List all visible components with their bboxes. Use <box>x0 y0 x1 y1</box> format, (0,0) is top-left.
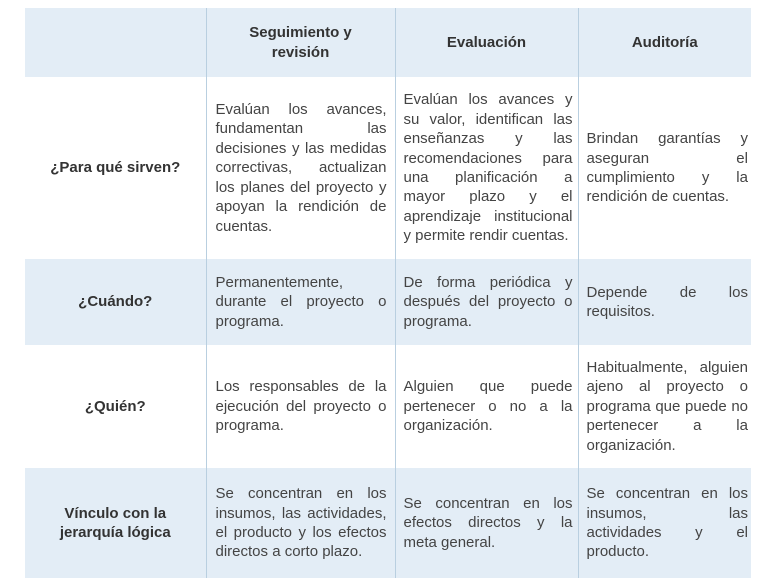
row-label-para-que: ¿Para qué sirven? <box>50 159 181 177</box>
cell-auditoria: Se concentran en los insumos, las actividades y el producto. <box>578 468 751 578</box>
header-row <box>25 8 751 77</box>
table-row <box>25 77 751 259</box>
row-label-quien: ¿Quién? <box>84 397 146 415</box>
table-row <box>25 468 751 578</box>
row-label-vinculo: Vínculo con la jerarquía lógica <box>59 504 171 541</box>
cell-auditoria: Habitualmente, alguien ajeno al proyecto o programa que puede no pertenecer a la organización. <box>578 345 751 468</box>
table-row <box>25 345 751 468</box>
cell-seguimiento: Los responsables de la ejecución del proyecto o programa. <box>206 345 395 468</box>
cell-auditoria: Brindan garantías y aseguran el cumplimiento y la rendición de cuentas. <box>578 77 751 259</box>
cell-seguimiento: Permanentemente, durante el proyecto o programa. <box>206 259 395 345</box>
header-corner <box>25 8 206 77</box>
table-row <box>25 259 751 345</box>
header-seguimiento: Seguimiento y revisión <box>206 8 395 77</box>
comparison-table <box>25 8 751 578</box>
cell-auditoria: Depende de los requisitos. <box>578 259 751 345</box>
cell-seguimiento: Evalúan los avances, fundamentan las decisiones y las medidas correctivas, actualizan los planes del proyecto y apoyan la rendición de cuentas. <box>206 77 395 259</box>
header-evaluacion: Evaluación <box>395 8 578 77</box>
cell-evaluacion: Evalúan los avances y su valor, identifican las enseñanzas y las recomendaciones para una planificación a mayor plazo y el aprendizaje institucional y permite rendir cuentas. <box>395 77 578 259</box>
row-label-cuando: ¿Cuándo? <box>78 293 153 311</box>
cell-evaluacion: De forma periódica y después del proyecto o programa. <box>395 259 578 345</box>
cell-evaluacion: Se concentran en los efectos directos y la meta general. <box>395 468 578 578</box>
header-auditoria: Auditoría <box>578 8 751 77</box>
cell-seguimiento: Se concentran en los insumos, las actividades, el producto y los efectos directos a corto plazo. <box>206 468 395 578</box>
cell-evaluacion: Alguien que puede pertenecer o no a la organización. <box>395 345 578 468</box>
